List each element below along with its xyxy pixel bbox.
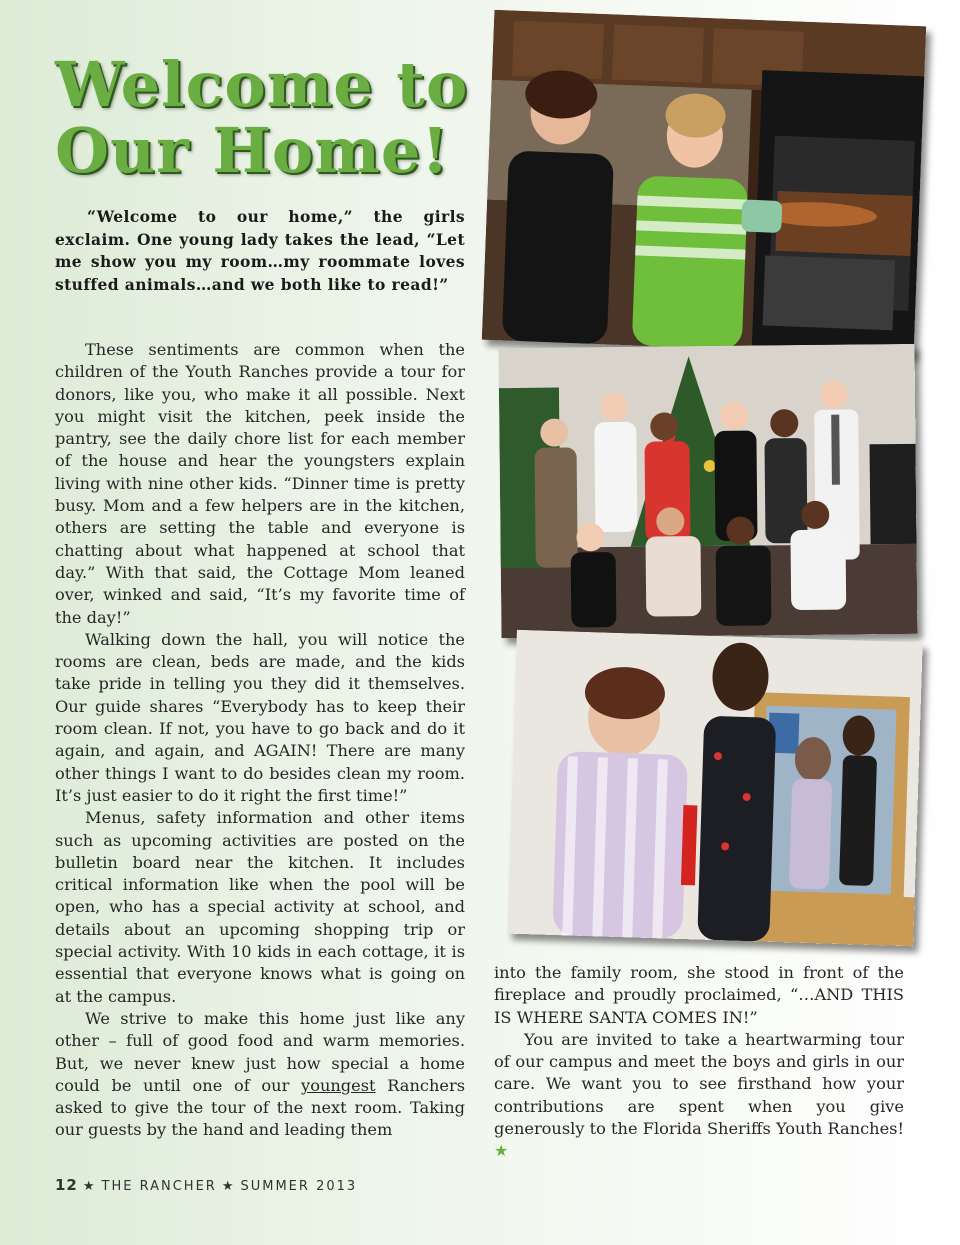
group-photo (498, 344, 917, 638)
issue-date: SUMMER 2013 (240, 1179, 358, 1194)
right-column (494, 962, 904, 1163)
body-paragraph-4-continued: into the family room, she stood in front of the fireplace and proudly proclaimed, “…AND THIS IS WHERE SANTA COMES IN!” (494, 963, 904, 1027)
p5-text: You are invited to take a heartwarming tour of our campus and meet the boys and girls in our care. We want you to see firsthand how your contributions are spent when you give generously to the Florida Sheriffs Youth Ranches! (494, 1029, 904, 1139)
body-paragraph-2: Walking down the hall, you will notice the rooms are clean, beds are made, and the kids take pride in telling you they did it themselves. Our guide shares “Everybody has to keep their room clean. If not, you have to go back and do it again, and again, and AGAIN! There are many other things I want to do besides clean my room. It’s just easier to do it right the first time!” (55, 629, 465, 805)
p4-text-after: Ranchers asked to give the tour of the next room. Taking our guests by the hand and leading them (55, 1075, 466, 1140)
body-paragraph-3: Menus, safety information and other items such as upcoming activities are posted on the bulletin board near the kitchen. It includes critical information like when the pool will be open, who has a special activity at school, and details about an upcoming shopping trip or special activity. With 10 kids in each cottage, it is essential that everyone knows what is going on at the campus. (55, 808, 465, 1006)
intro-paragraph: “Welcome to our home,” the girls exclaim. One young lady takes the lead, “Let me show you my room…my roommate loves stuffed animals…and we both like to read!” (55, 207, 465, 294)
page-footer (55, 1176, 357, 1194)
mirror-photo (507, 630, 922, 947)
footer-star-icon-2: ★ (221, 1179, 236, 1194)
kitchen-photo (482, 10, 926, 356)
mirror-photo-illustration (507, 630, 922, 947)
body-paragraph-5 (494, 1029, 904, 1163)
group-photo-illustration (498, 344, 917, 638)
kitchen-photo-illustration (482, 10, 926, 356)
body-paragraph-4 (55, 1008, 465, 1142)
body-paragraph-1: These sentiments are common when the children of the Youth Ranches provide a tour for donors, like you, who make it all possible. Next you might visit the kitchen, peek inside the pantry, see the daily chore list for each member of the house and hear the youngsters explain living with nine other kids. “Dinner time is pretty busy. Mom and a few helpers are in the kitchen, others are setting the table and everyone is chatting about what happened at school that day.” With that said, the Cottage Mom leaned over, winked and said, “It’s my favorite time of the day!” (55, 340, 465, 627)
p4-text-before: We strive to make this home just like any other – full of good food and warm memories. But, we never knew just how special a home could be until one of our (55, 1008, 465, 1095)
p4-underlined-word: youngest (301, 1075, 376, 1095)
footer-star-icon: ★ (82, 1179, 97, 1194)
page-number: 12 (55, 1176, 78, 1194)
end-star-icon: ★ (494, 1141, 509, 1161)
article-title (55, 48, 485, 187)
title-line-1: Welcome to (55, 48, 469, 121)
title-line-2: Our Home! (55, 114, 450, 187)
left-column (55, 339, 465, 1142)
publication-name: THE RANCHER (101, 1179, 217, 1194)
